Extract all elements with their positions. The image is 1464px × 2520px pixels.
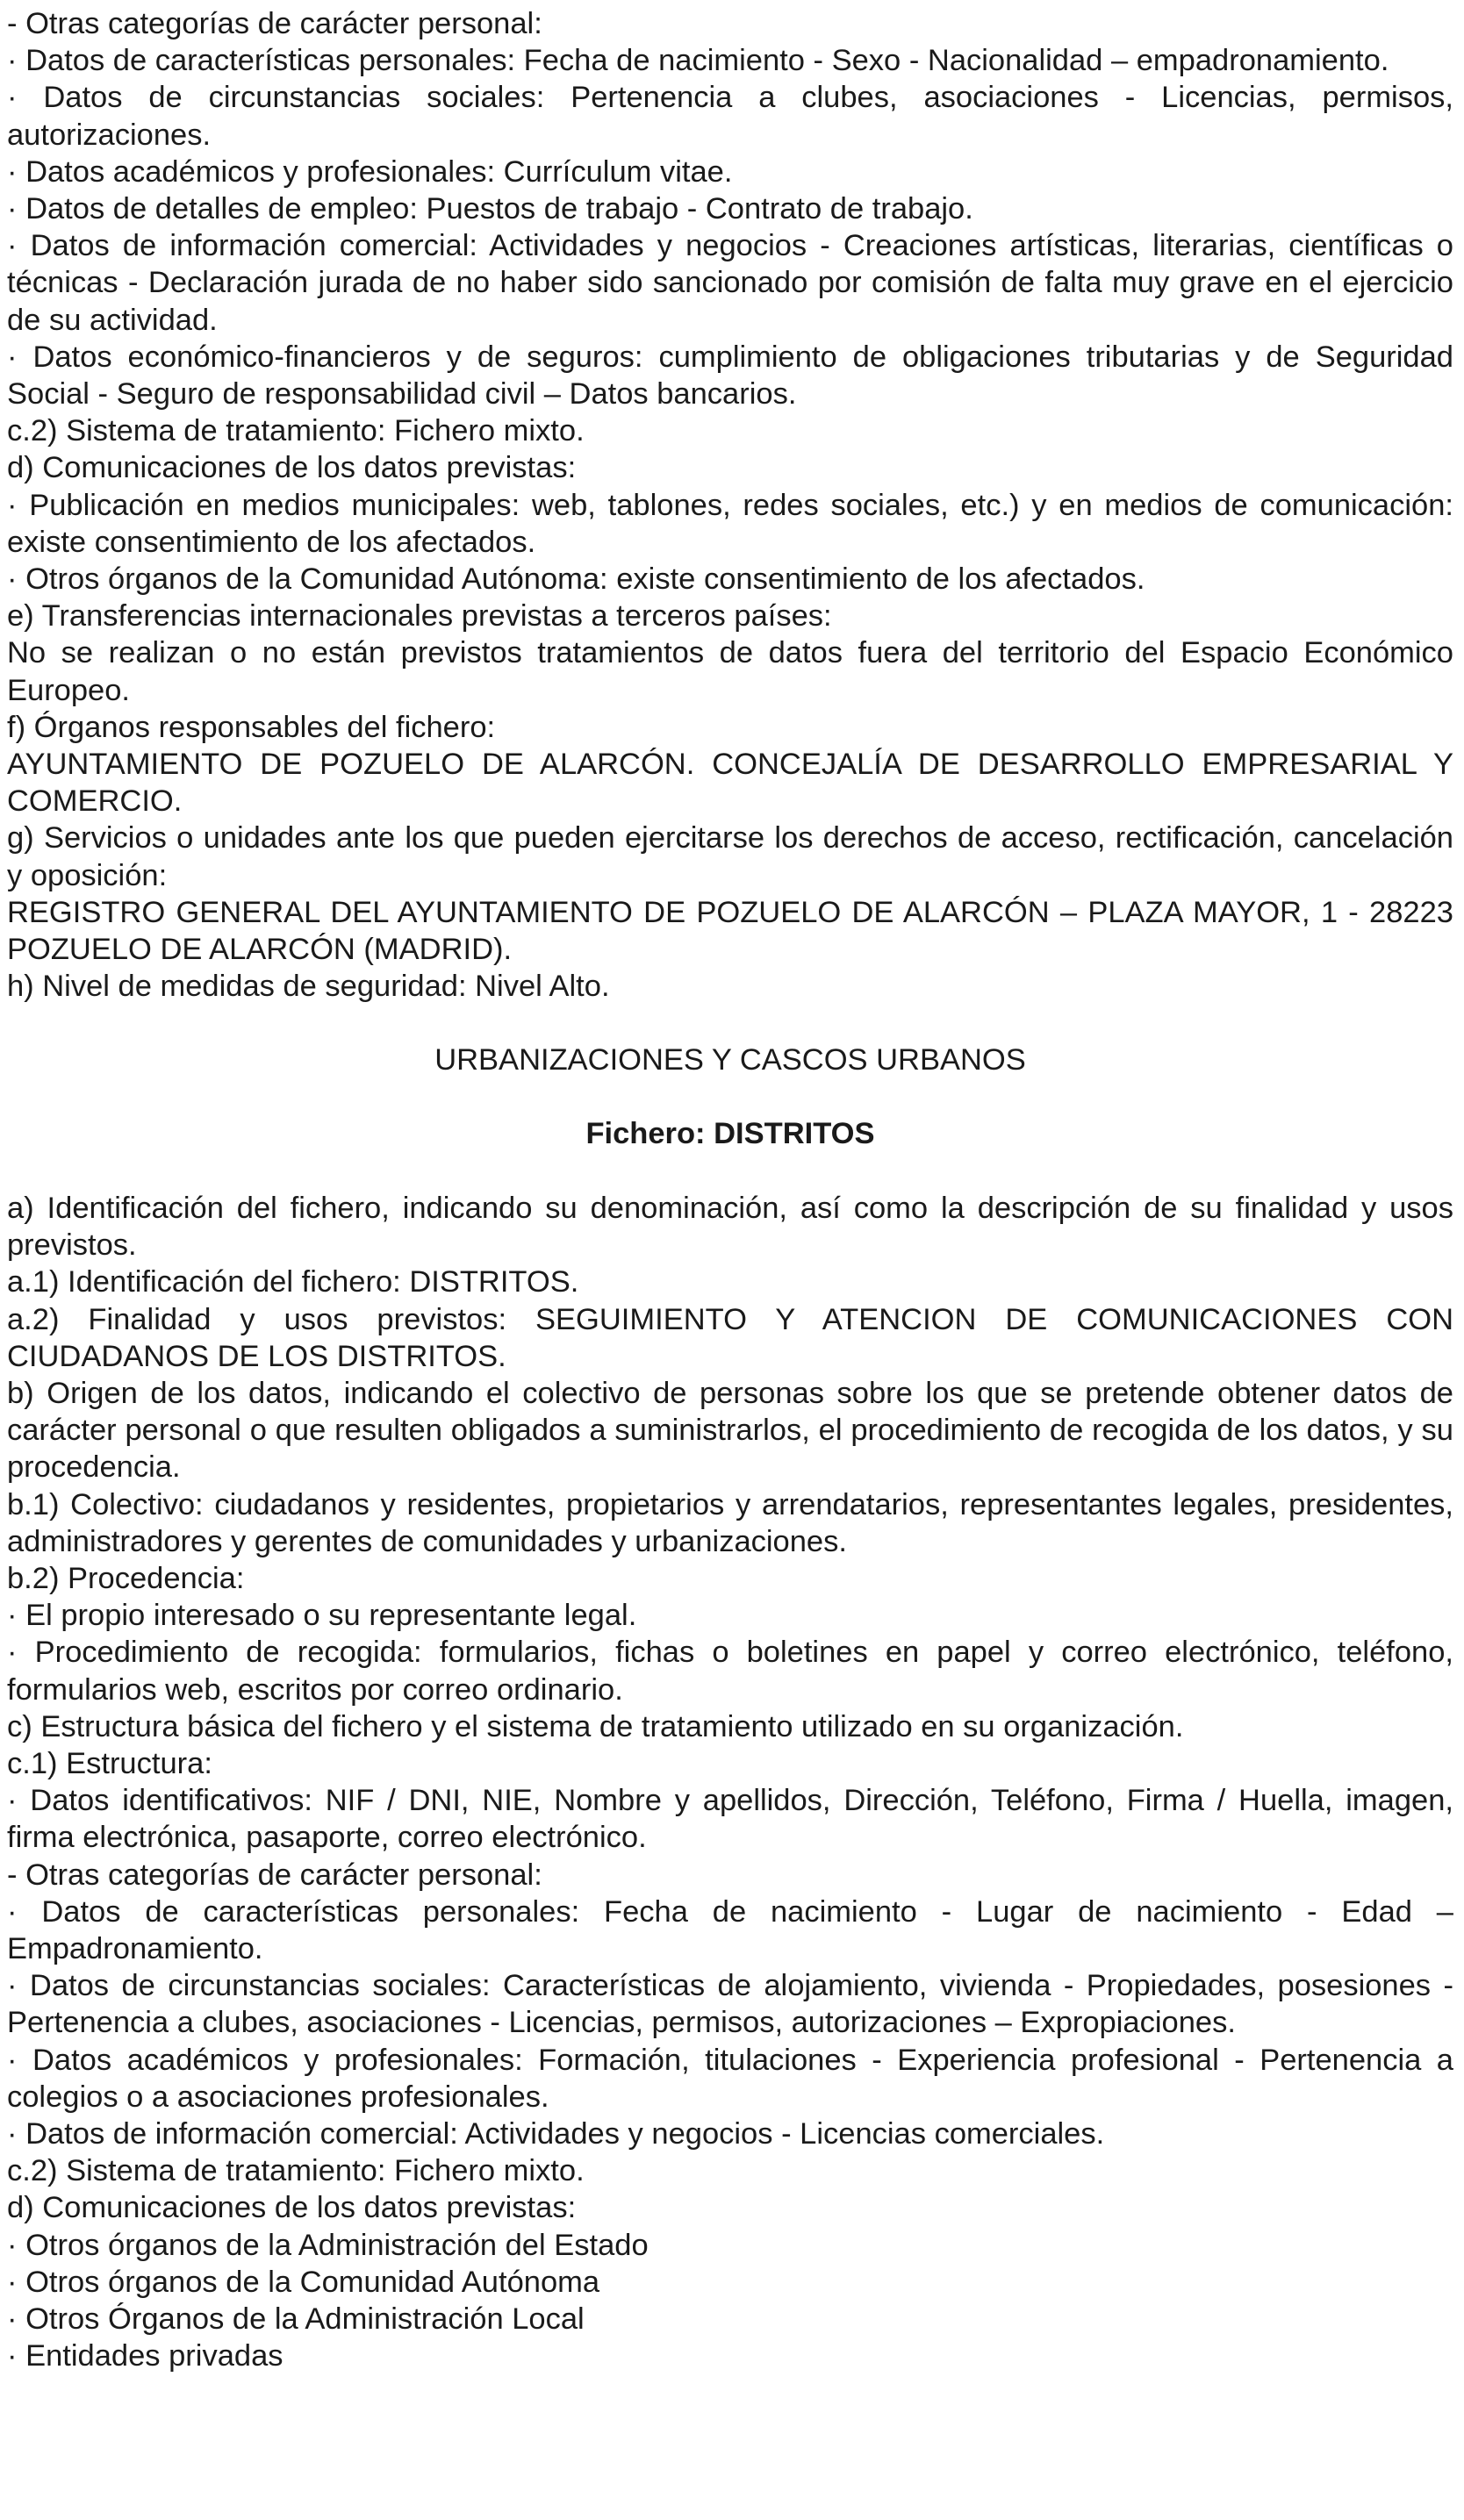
paragraph: · Otros órganos de la Comunidad Autónoma [7, 2265, 600, 2299]
paragraph: c.2) Sistema de tratamiento: Fichero mixto. [7, 2154, 585, 2188]
section-previous-file [7, 5, 1453, 1005]
paragraph: c.1) Estructura: [7, 1746, 212, 1780]
section-distritos-file [7, 1190, 1453, 2375]
paragraph: REGISTRO GENERAL DEL AYUNTAMIENTO DE POZUELO DE ALARCÓN – PLAZA MAYOR, 1 - 28223 POZUELO DE ALARCÓN (MADRID). [7, 895, 1453, 967]
paragraph: AYUNTAMIENTO DE POZUELO DE ALARCÓN. CONCEJALÍA DE DESARROLLO EMPRESARIAL Y COMERCIO. [7, 748, 1453, 819]
paragraph: · Otros órganos de la Comunidad Autónoma: existe consentimiento de los afectados. [7, 562, 1145, 597]
paragraph: a.1) Identificación del fichero: DISTRITOS. [7, 1265, 579, 1299]
paragraph: · Datos académicos y profesionales: Formación, titulaciones - Experiencia profesional - Pertenencia a colegios o a asociaciones profesionales. [7, 2043, 1453, 2114]
paragraph: · Entidades privadas [7, 2339, 283, 2373]
paragraph: c.2) Sistema de tratamiento: Fichero mixto. [7, 414, 585, 448]
paragraph: a) Identificación del fichero, indicando su denominación, así como la descripción de su finalidad y usos previstos. [7, 1191, 1453, 1263]
paragraph: · Datos económico-financieros y de seguros: cumplimiento de obligaciones tributarias y de Seguridad Social - Seguro de responsabilidad civil – Datos bancarios. [7, 340, 1453, 412]
paragraph: a.2) Finalidad y usos previstos: SEGUIMIENTO Y ATENCION DE COMUNICACIONES CON CIUDADANOS DE LOS DISTRITOS. [7, 1302, 1453, 1373]
file-heading: Fichero: DISTRITOS [585, 1116, 875, 1150]
paragraph: - Otras categorías de carácter personal: [7, 1858, 542, 1892]
paragraph: · Datos de circunstancias sociales: Pertenencia a clubes, asociaciones - Licencias, permisos, autorizaciones. [7, 81, 1453, 152]
paragraph: - Otras categorías de carácter personal: [7, 7, 542, 40]
paragraph: d) Comunicaciones de los datos previstas: [7, 451, 577, 485]
paragraph: · Procedimiento de recogida: formularios, fichas o boletines en papel y correo electrónico, teléfono, formularios web, escritos por correo ordinario. [7, 1636, 1453, 1707]
paragraph: · Datos de información comercial: Actividades y negocios - Licencias comerciales. [7, 2116, 1105, 2151]
paragraph: g) Servicios o unidades ante los que pueden ejercitarse los derechos de acceso, rectificación, cancelación y oposición: [7, 821, 1453, 892]
paragraph: · Datos de circunstancias sociales: Características de alojamiento, vivienda - Propiedades, posesiones - Pertenencia a clubes, asociaciones - Licencias, permisos, autorizaciones – Expropiaciones. [7, 1969, 1453, 2040]
paragraph: h) Nivel de medidas de seguridad: Nivel Alto. [7, 970, 610, 1004]
document-page [7, 5, 1453, 2374]
paragraph: b.1) Colectivo: ciudadanos y residentes, propietarios y arrendatarios, representantes legales, presidentes, administradores y gerentes de comunidades y urbanizaciones. [7, 1487, 1453, 1558]
paragraph: f) Órganos responsables del fichero: [7, 710, 496, 744]
paragraph: · Datos de características personales: Fecha de nacimiento - Sexo - Nacionalidad – empadronamiento. [7, 44, 1389, 78]
paragraph: · Datos de detalles de empleo: Puestos de trabajo - Contrato de trabajo. [7, 192, 973, 226]
paragraph: b) Origen de los datos, indicando el colectivo de personas sobre los que se pretende obtener datos de carácter personal o que resulten obligados a suministrarlos, el procedimiento de recogida de los datos, y su procedencia. [7, 1376, 1453, 1485]
paragraph: No se realizan o no están previstos tratamientos de datos fuera del territorio del Espacio Económico Europeo. [7, 636, 1453, 707]
paragraph: · Datos académicos y profesionales: Currículum vitae. [7, 154, 733, 189]
paragraph: · Otros Órganos de la Administración Local [7, 2302, 585, 2336]
paragraph: c) Estructura básica del fichero y el sistema de tratamiento utilizado en su organización. [7, 1709, 1184, 1743]
paragraph: · El propio interesado o su representante legal. [7, 1599, 637, 1633]
paragraph: d) Comunicaciones de los datos previstas: [7, 2191, 577, 2225]
paragraph: · Publicación en medios municipales: web, tablones, redes sociales, etc.) y en medios de comunicación: existe consentimiento de los afectados. [7, 488, 1453, 559]
paragraph: · Datos de características personales: Fecha de nacimiento - Lugar de nacimiento - Edad – Empadronamiento. [7, 1894, 1453, 1965]
paragraph: · Otros órganos de la Administración del Estado [7, 2228, 649, 2262]
section-heading: URBANIZACIONES Y CASCOS URBANOS [434, 1043, 1026, 1077]
paragraph: · Datos de información comercial: Actividades y negocios - Creaciones artísticas, literarias, científicas o técnicas - Declaración jurada de no haber sido sancionado por comisión de falta muy grave en el ejercicio de su actividad. [7, 229, 1453, 337]
paragraph: e) Transferencias internacionales previstas a terceros países: [7, 599, 832, 634]
paragraph: b.2) Procedencia: [7, 1561, 245, 1595]
paragraph: · Datos identificativos: NIF / DNI, NIE, Nombre y apellidos, Dirección, Teléfono, Firma / Huella, imagen, firma electrónica, pasaporte, correo electrónico. [7, 1784, 1453, 1855]
